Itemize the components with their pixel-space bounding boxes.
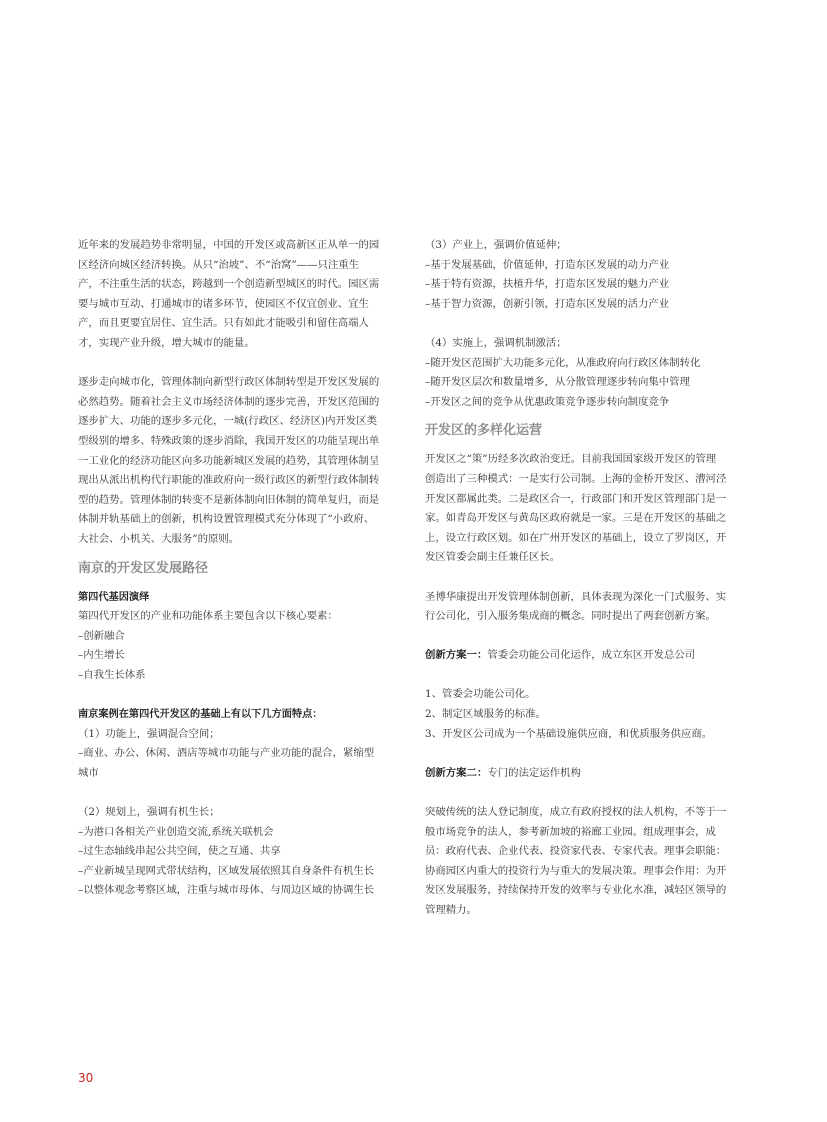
text-line: 产，而且更要宜居住、宜生活。只有如此才能吸引和留住高端人 xyxy=(78,317,369,330)
text-line: 必然趋势。随着社会主义市场经济体制的逐步完善，开发区范围的 xyxy=(78,395,380,408)
text-line: 逐步扩大、功能的逐步多元化，一城(行政区、经济区)内开发区类 xyxy=(78,415,378,428)
scheme-two-paragraph xyxy=(425,803,747,921)
text-line: 逐步走向城市化，管理体制向新型行政区体制转型是开发区发展的 xyxy=(78,376,380,389)
list-item: 3、开发区公司成为一个基础设施供应商，和优质服务供应商。 xyxy=(425,727,713,740)
text-line: 型的趋势。管理体制的转变不是新体制向旧体制的简单复归，而是 xyxy=(78,493,380,506)
text-line: 才，实现产业升级，增大城市的能量。 xyxy=(78,336,255,349)
scheme-two-heading xyxy=(425,764,747,784)
text-line: 创造出了三种模式：一是实行公司制。上海的金桥开发区、漕河泾 xyxy=(425,472,727,485)
text-line: 突破传统的法人登记制度，成立有政府授权的法人机构，不等于一 xyxy=(425,806,727,819)
right-column xyxy=(425,236,747,921)
list-item: –产业新城呈现网式带状结构，区域发展依照其自身条件有机生长 xyxy=(78,864,375,877)
list-item: –创新融合 xyxy=(78,629,125,642)
list-item: –基于智力资源，创新引领，打造东区发展的活力产业 xyxy=(425,297,670,310)
text-line: 开发区都属此类。二是政区合一，行政部门和开发区管理部门是一 xyxy=(425,492,727,505)
feature-title: （1）功能上，强调混合空间； xyxy=(78,727,220,740)
intro-paragraph xyxy=(78,236,400,354)
section-title-operations: 开发区的多样化运营 xyxy=(425,423,543,439)
list-item: –基于特有资源，扶植升华，打造东区发展的魅力产业 xyxy=(425,278,670,291)
scheme-one-heading xyxy=(425,646,747,666)
list-item: –为港口各相关产业创造交流,系统关联机会 xyxy=(78,825,274,838)
text-line: 管理精力。 xyxy=(425,904,477,916)
list-item: –内生增长 xyxy=(78,649,125,662)
gen4-heading: 第四代基因演绎 xyxy=(78,591,150,603)
list-item: –随开发区范围扩大功能多元化，从准政府向行政区体制转化 xyxy=(425,356,701,369)
list-item: –以整体观念考察区域，注重与城市母体、与周边区域的协调生长 xyxy=(78,884,375,897)
text-line: 般市场竞争的法人，参考新加坡的裕廊工业园。组成理事会，成 xyxy=(425,825,716,838)
scheme-two-label: 创新方案二： xyxy=(425,766,488,779)
text-line: 上，设立行政区划。如在广州开发区的基础上，设立了罗岗区，开 xyxy=(425,531,727,544)
text-line: 区经济向城区经济转换。从只“治坡”、不“治窝”——只注重生 xyxy=(78,258,360,271)
list-item: 1、管委会功能公司化。 xyxy=(425,688,536,701)
text-line: 开发区之“策”历经多次政治变迁。目前我国国家级开发区的管理 xyxy=(425,453,717,466)
trend-paragraph xyxy=(78,373,400,549)
feature-title: （3）产业上，强调价值延伸； xyxy=(425,239,567,251)
text-line: 近年来的发展趋势非常明显，中国的开发区或高新区正从单一的园 xyxy=(78,239,380,251)
feature-title: （2）规划上，强调有机生长； xyxy=(78,806,220,819)
text-line: 家。如青岛开发区与黄岛区政府就是一家。三是在开发区的基础之 xyxy=(425,512,727,525)
list-item: –基于发展基础，价值延伸，打造东区发展的动力产业 xyxy=(425,258,670,271)
list-item: 2、制定区域服务的标准。 xyxy=(425,708,546,721)
list-item: 城市 xyxy=(78,766,99,779)
feature-title: （4）实施上，强调机制激活； xyxy=(425,336,567,349)
text-line: 圣博华康提出开发管理体制创新，具体表现为深化一门式服务、实 xyxy=(425,590,727,603)
text-line: 体制并轨基础上的创新，机构设置管理模式充分体现了“小政府、 xyxy=(78,513,375,526)
text-line: 员：政府代表、企业代表、投资家代表、专家代表。理事会职能： xyxy=(425,845,727,858)
text-line: 一工业化的经济功能区向多功能新城区发展的趋势，其管理体制呈 xyxy=(78,454,380,467)
list-item: –自我生长体系 xyxy=(78,668,146,681)
left-column xyxy=(78,236,400,901)
scheme-one-label: 创新方案一： xyxy=(425,649,488,662)
text-line: 发区发展服务，持续保持开发的效率与专业化水准，减轻区领导的 xyxy=(425,884,727,897)
list-item: –商业、办公、休闲、酒店等城市功能与产业功能的混合，紧缩型 xyxy=(78,747,375,760)
gen4-intro: 第四代开发区的产业和功能体系主要包含以下核心要素： xyxy=(78,610,338,623)
scheme-one-text: 管委会功能公司化运作，成立东区开发总公司 xyxy=(487,649,696,662)
list-item: –过生态轴线串起公共空间，使之互通、共享 xyxy=(78,845,281,858)
page-number: 30 xyxy=(78,1071,94,1085)
text-line: 型级别的增多、特殊政策的逐步消除，我国开发区的功能呈现出单 xyxy=(78,434,380,447)
list-item: –开发区之间的竞争从优惠政策竞争逐步转向制度竞争 xyxy=(425,395,670,408)
text-line: 大社会、小机关、大服务”的原则。 xyxy=(78,532,240,545)
text-line: 要与城市互动、打通城市的诸多环节，使园区不仅宜创业、宜生 xyxy=(78,297,369,310)
list-item: –随开发区层次和数量增多，从分散管理逐步转向集中管理 xyxy=(425,376,690,389)
nanjing-heading: 南京案例在第四代开发区的基础上有以下几方面特点： xyxy=(78,709,323,721)
text-line: 行公司化，引入服务集成商的概念。同时提出了两套创新方案。 xyxy=(425,610,716,623)
text-line: 协商园区内重大的投资行为与重大的发展决策。理事会作用：为开 xyxy=(425,864,727,877)
operations-paragraph xyxy=(425,450,747,568)
text-line: 现出从派出机构代行职能的准政府向一级行政区的新型行政体制转 xyxy=(78,474,380,487)
innovation-paragraph xyxy=(425,588,747,627)
section-title-nanjing: 南京的开发区发展路径 xyxy=(78,560,209,576)
text-line: 产，不注重生活的状态，跨越到一个创造新型城区的时代。园区需 xyxy=(78,278,380,291)
text-line: 发区管委会副主任兼任区长。 xyxy=(425,551,561,564)
scheme-two-text: 专门的法定运作机构 xyxy=(487,766,581,779)
